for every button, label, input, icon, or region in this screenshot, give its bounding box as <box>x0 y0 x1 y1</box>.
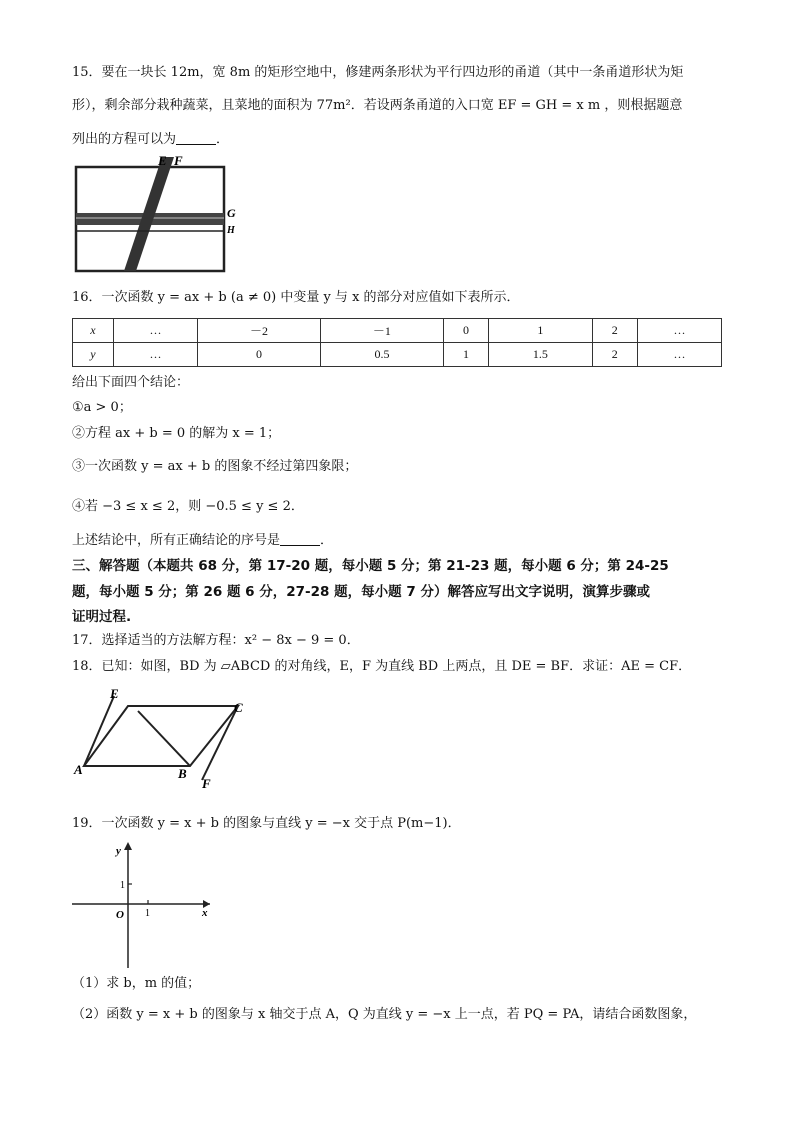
x-tick-label: 1 <box>145 908 150 919</box>
q16-conclusion-2: ②方程 ax + b = 0 的解为 x = 1； <box>72 426 281 441</box>
label-f: F <box>202 776 211 791</box>
table-cell: 2 <box>592 343 637 367</box>
label-e: E <box>110 686 119 701</box>
y-axis-arrow <box>124 842 132 850</box>
table-cell: －2 <box>197 319 320 343</box>
q15-line-3 <box>72 131 229 149</box>
q16-ask <box>72 532 333 550</box>
q18-text: 18．已知：如图，BD 为 ▱ABCD 的对角线，E，F 为直线 BD 上两点，且 DE = BF．求证：AE = CF． <box>72 659 692 674</box>
diagonal-bd <box>138 711 190 766</box>
q15-field-figure <box>70 153 245 275</box>
q16-conclusion-3: ③一次函数 y = ax + b 的图象不经过第四象限； <box>72 459 358 474</box>
q16-stem: 16．一次函数 y = ax + b (a ≠ 0) 中变量 y 与 x 的部分对应值如下表所示． <box>72 290 520 305</box>
table-cell: 0.5 <box>320 343 443 367</box>
table-cell: 1 <box>489 319 592 343</box>
q19-part-1: （1）求 b，m 的值； <box>72 976 201 991</box>
q19-text: 19．一次函数 y = x + b 的图象与直线 y = −x 交于点 P(m−1)． <box>72 816 461 831</box>
answer-blank <box>280 533 320 546</box>
y-tick-label: 1 <box>120 880 125 891</box>
table-cell: 0 <box>197 343 320 367</box>
label-b: B <box>178 766 187 781</box>
q15-end-mark: ． <box>216 132 230 147</box>
q15-question-text: 列出的方程可以为 <box>72 132 177 147</box>
axis-label-x: x <box>202 907 208 919</box>
q16-conclusion-1: ①a > 0； <box>72 400 132 415</box>
table-cell: 2 <box>592 319 637 343</box>
table-row-y <box>73 343 722 367</box>
q19-coordinate-figure <box>70 838 215 970</box>
section3-heading-line-1: 三、解答题（本题共 68 分，第 17-20 题，每小题 5 分；第 21-23 题，每小题 6 分；第 24-25 <box>72 558 669 574</box>
axis-label-y: y <box>116 845 121 857</box>
table-cell: －1 <box>320 319 443 343</box>
table-cell: 1 <box>443 343 488 367</box>
label-e: E <box>158 153 167 168</box>
label-c: C <box>234 700 243 715</box>
q15-line-2: 形），剩余部分栽种蔬菜，且菜地的面积为 77m²．若设两条甬道的入口宽 EF = GH = x m ，则根据题意 <box>72 98 683 113</box>
q17-text: 17．选择适当的方法解方程：x² − 8x − 9 = 0． <box>72 633 360 648</box>
table-cell: … <box>113 343 197 367</box>
answer-blank <box>176 132 216 145</box>
table-header-y: y <box>73 343 114 367</box>
q16-ask-end: ． <box>320 533 334 548</box>
table-header-x: x <box>73 319 114 343</box>
table-cell: 0 <box>443 319 488 343</box>
table-cell: … <box>637 319 721 343</box>
label-h: H <box>227 225 235 236</box>
label-g: G <box>227 206 236 220</box>
table-cell: … <box>113 319 197 343</box>
section3-heading-line-3: 证明过程. <box>72 609 132 625</box>
q15-line-1: 15．要在一块长 12m，宽 8m 的矩形空地中，修建两条形状为平行四边形的甬道（其中一条甬道形状为矩 <box>72 65 684 80</box>
table-cell: 1.5 <box>489 343 592 367</box>
q16-intro: 给出下面四个结论： <box>72 375 190 390</box>
table-cell: … <box>637 343 721 367</box>
q16-ask-text: 上述结论中，所有正确结论的序号是 <box>72 533 281 548</box>
q18-parallelogram-figure <box>72 684 252 792</box>
table-row-x <box>73 319 722 343</box>
section3-heading-line-2: 题，每小题 5 分；第 26 题 6 分，27-28 题，每小题 7 分）解答应写出文字说明，演算步骤或 <box>72 584 650 600</box>
label-f: F <box>174 153 183 168</box>
q16-conclusion-4: ④若 −3 ≤ x ≤ 2，则 −0.5 ≤ y ≤ 2． <box>72 499 304 514</box>
q16-value-table <box>72 318 722 367</box>
q19-part-2: （2）函数 y = x + b 的图象与 x 轴交于点 A，Q 为直线 y = −x 上一点，若 PQ = PA，请结合函数图象， <box>72 1007 697 1022</box>
label-a: A <box>74 762 83 777</box>
origin-label: O <box>116 909 124 921</box>
